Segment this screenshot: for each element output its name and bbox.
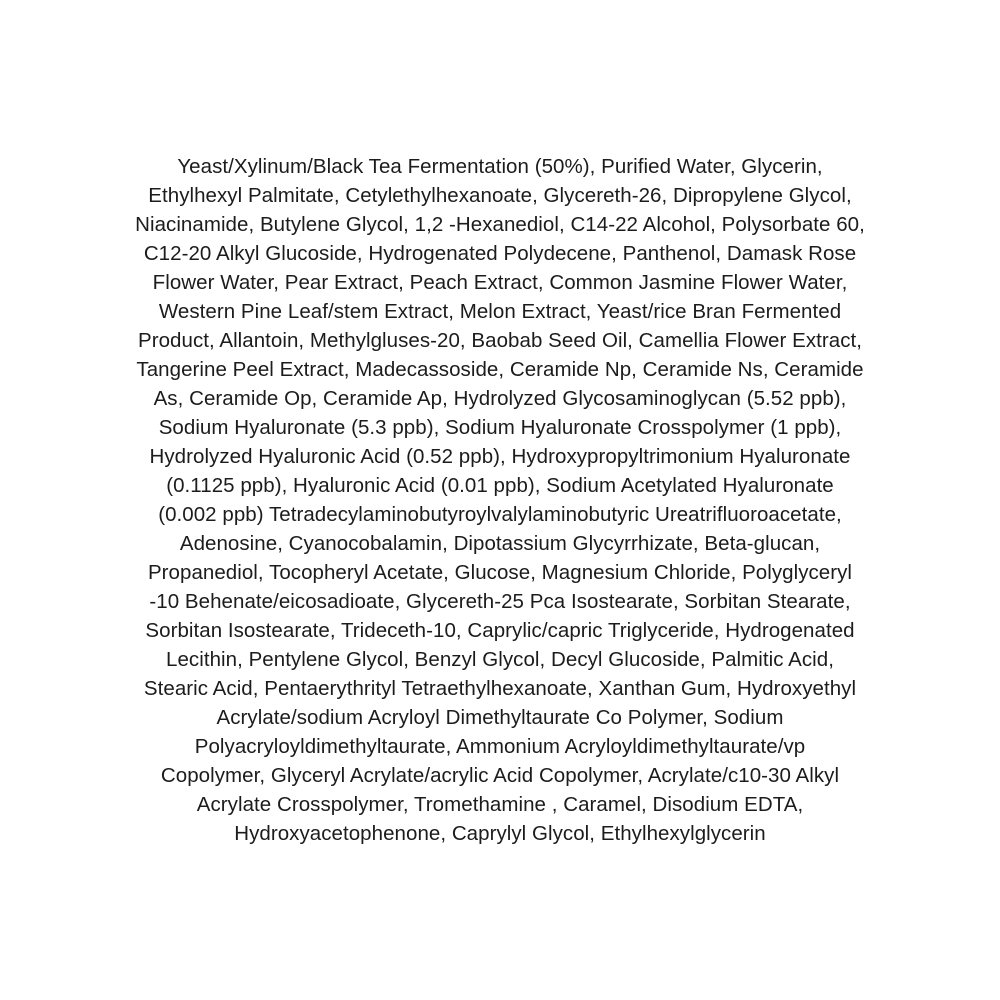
ingredient-line: Stearic Acid, Pentaerythrityl Tetraethylhexanoate, Xanthan Gum, Hydroxyethyl [143, 677, 857, 700]
ingredient-line: Flower Water, Pear Extract, Peach Extract, Common Jasmine Flower Water, [152, 271, 848, 294]
ingredient-line: -10 Behenate/eicosadioate, Glycereth-25 Pca Isostearate, Sorbitan Stearate, [149, 590, 851, 613]
ingredient-list [50, 152, 950, 848]
ingredient-line: Hydrolyzed Hyaluronic Acid (0.52 ppb), Hydroxypropyltrimonium Hyaluronate [149, 445, 851, 468]
ingredient-line: Sodium Hyaluronate (5.3 ppb), Sodium Hyaluronate Crosspolymer (1 ppb), [158, 416, 842, 439]
ingredient-line: Adenosine, Cyanocobalamin, Dipotassium Glycyrrhizate, Beta-glucan, [179, 532, 821, 555]
ingredient-line: (0.002 ppb) Tetradecylaminobutyroylvalylaminobutyric Ureatrifluoroacetate, [158, 503, 842, 526]
ingredient-line: Niacinamide, Butylene Glycol, 1,2 -Hexanediol, C14-22 Alcohol, Polysorbate 60, [135, 213, 865, 236]
ingredient-line: Lecithin, Pentylene Glycol, Benzyl Glycol, Decyl Glucoside, Palmitic Acid, [166, 648, 834, 671]
ingredient-line: Sorbitan Isostearate, Trideceth-10, Caprylic/capric Triglyceride, Hydrogenated [145, 619, 855, 642]
ingredient-line: Copolymer, Glyceryl Acrylate/acrylic Acid Copolymer, Acrylate/c10-30 Alkyl [160, 764, 840, 787]
ingredient-line: Tangerine Peel Extract, Madecassoside, Ceramide Np, Ceramide Ns, Ceramide [136, 358, 864, 381]
ingredient-line: Western Pine Leaf/stem Extract, Melon Extract, Yeast/rice Bran Fermented [158, 300, 842, 323]
ingredient-line: Hydroxyacetophenone, Caprylyl Glycol, Ethylhexylglycerin [234, 822, 766, 845]
ingredient-line: Yeast/Xylinum/Black Tea Fermentation (50%), Purified Water, Glycerin, [177, 155, 823, 178]
ingredient-line: Polyacryloyldimethyltaurate, Ammonium Acryloyldimethyltaurate/vp [194, 735, 806, 758]
ingredient-line: Acrylate/sodium Acryloyl Dimethyltaurate Co Polymer, Sodium [216, 706, 784, 729]
ingredient-line: Ethylhexyl Palmitate, Cetylethylhexanoate, Glycereth-26, Dipropylene Glycol, [148, 184, 852, 207]
ingredient-line: As, Ceramide Op, Ceramide Ap, Hydrolyzed Glycosaminoglycan (5.52 ppb), [153, 387, 847, 410]
ingredient-line: (0.1125 ppb), Hyaluronic Acid (0.01 ppb), Sodium Acetylated Hyaluronate [166, 474, 834, 497]
ingredient-line: Propanediol, Tocopheryl Acetate, Glucose, Magnesium Chloride, Polyglyceryl [147, 561, 853, 584]
ingredient-line: Product, Allantoin, Methylgluses-20, Baobab Seed Oil, Camellia Flower Extract, [137, 329, 863, 352]
ingredient-line: C12-20 Alkyl Glucoside, Hydrogenated Polydecene, Panthenol, Damask Rose [143, 242, 857, 265]
ingredient-line: Acrylate Crosspolymer, Tromethamine , Caramel, Disodium EDTA, [196, 793, 804, 816]
